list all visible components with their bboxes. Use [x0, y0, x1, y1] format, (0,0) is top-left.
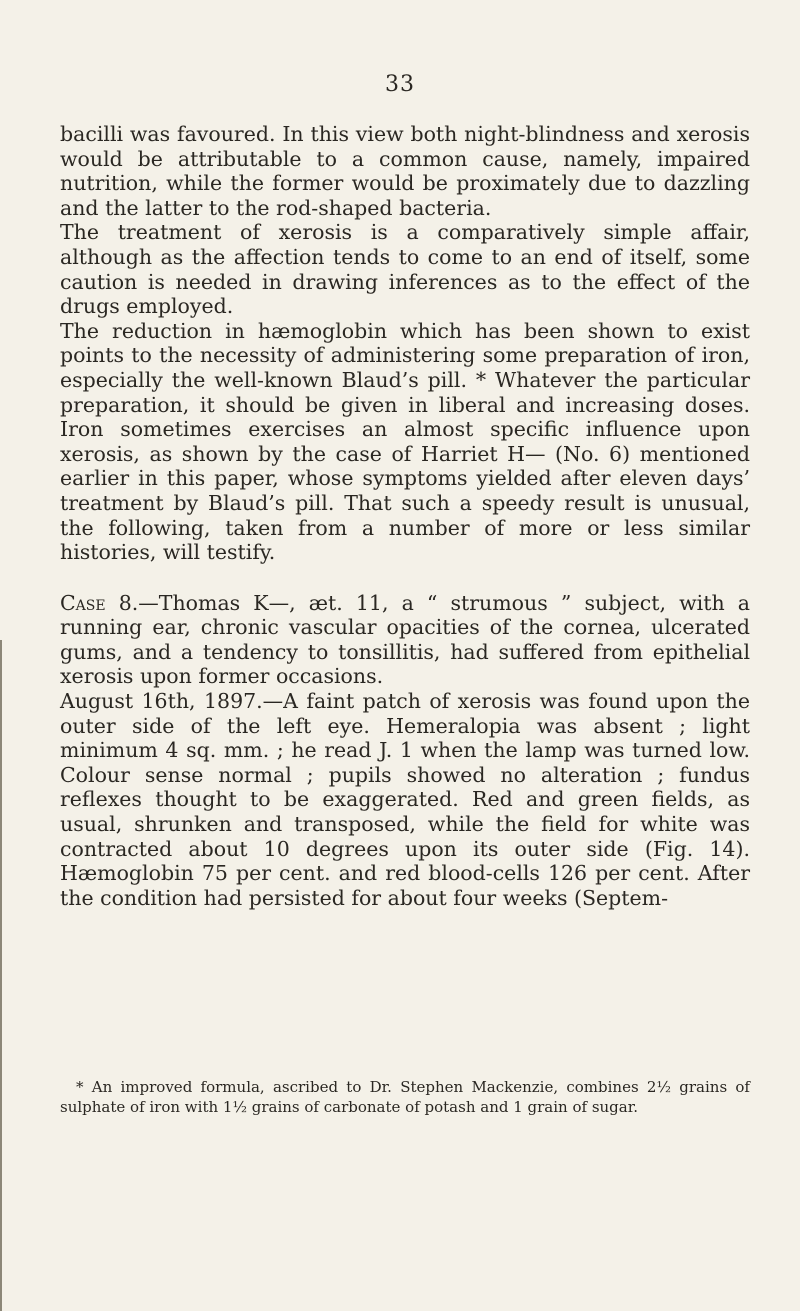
paragraph-treatment: The treatment of xerosis is a comparatively simple affair, although as the affection tends to come to an end of itself, some caution is needed in drawing inferences as to the effect of the drugs employed. [60, 220, 750, 319]
paragraph-bacilli: bacilli was favoured. In this view both night-blindness and xerosis would be attributable to a common cause, namely, impaired nutrition, while the former would be proximately due to dazzling and the latter to the rod-shaped bacteria. [60, 122, 750, 220]
paragraph-case-8 [60, 591, 750, 689]
paragraph-august: August 16th, 1897.—A faint patch of xerosis was found upon the outer side of the left eye. Hemeralopia was absent ; light minimum 4 sq. mm. ; he read J. 1 when the lamp was turned low. Colour sense normal ; pupils showed no alteration ; fundus reflexes thought to be exaggerated. Red and green fields, as usual, shrunken and transposed, while the field for white was contracted about 10 degrees upon its outer side (Fig. 14). Hæmoglobin 75 per cent. and red blood-cells 126 per cent. After the condition had persisted for about four weeks (Septem- [60, 689, 750, 910]
case-label: Case 8. [60, 590, 139, 615]
body-text [60, 122, 750, 910]
paragraph-haemoglobin: The reduction in hæmoglobin which has been shown to exist points to the necessity of administering some preparation of iron, especially the well-known Blaud’s pill. * Whatever the particular preparation, it should be given in liberal and increasing doses. Iron sometimes exercises an almost specific influence upon xerosis, as shown by the case of Harriet H— (No. 6) mentioned earlier in this paper, whose symptoms yielded after eleven days’ treatment by Blaud’s pill. That such a speedy result is unusual, the following, taken from a number of more or less similar histories, will testify. [60, 318, 750, 565]
case-8-text: —Thomas K—, æt. 11, a “ strumous ” subject, with a running ear, chronic vascular opacities of the cornea, ulcerated gums, and a tendency to tonsillitis, had suffered from epithelial xerosis upon former occasions. [60, 590, 750, 689]
page-number: 33 [385, 72, 415, 97]
footnote-text: * An improved formula, ascribed to Dr. Stephen Mackenzie, combines 2½ grains of sulphate of iron with 1½ grains of carbonate of potash and 1 grain of sugar. [60, 1078, 750, 1116]
footnote [60, 1077, 750, 1117]
page-edge-shadow [0, 640, 2, 1311]
